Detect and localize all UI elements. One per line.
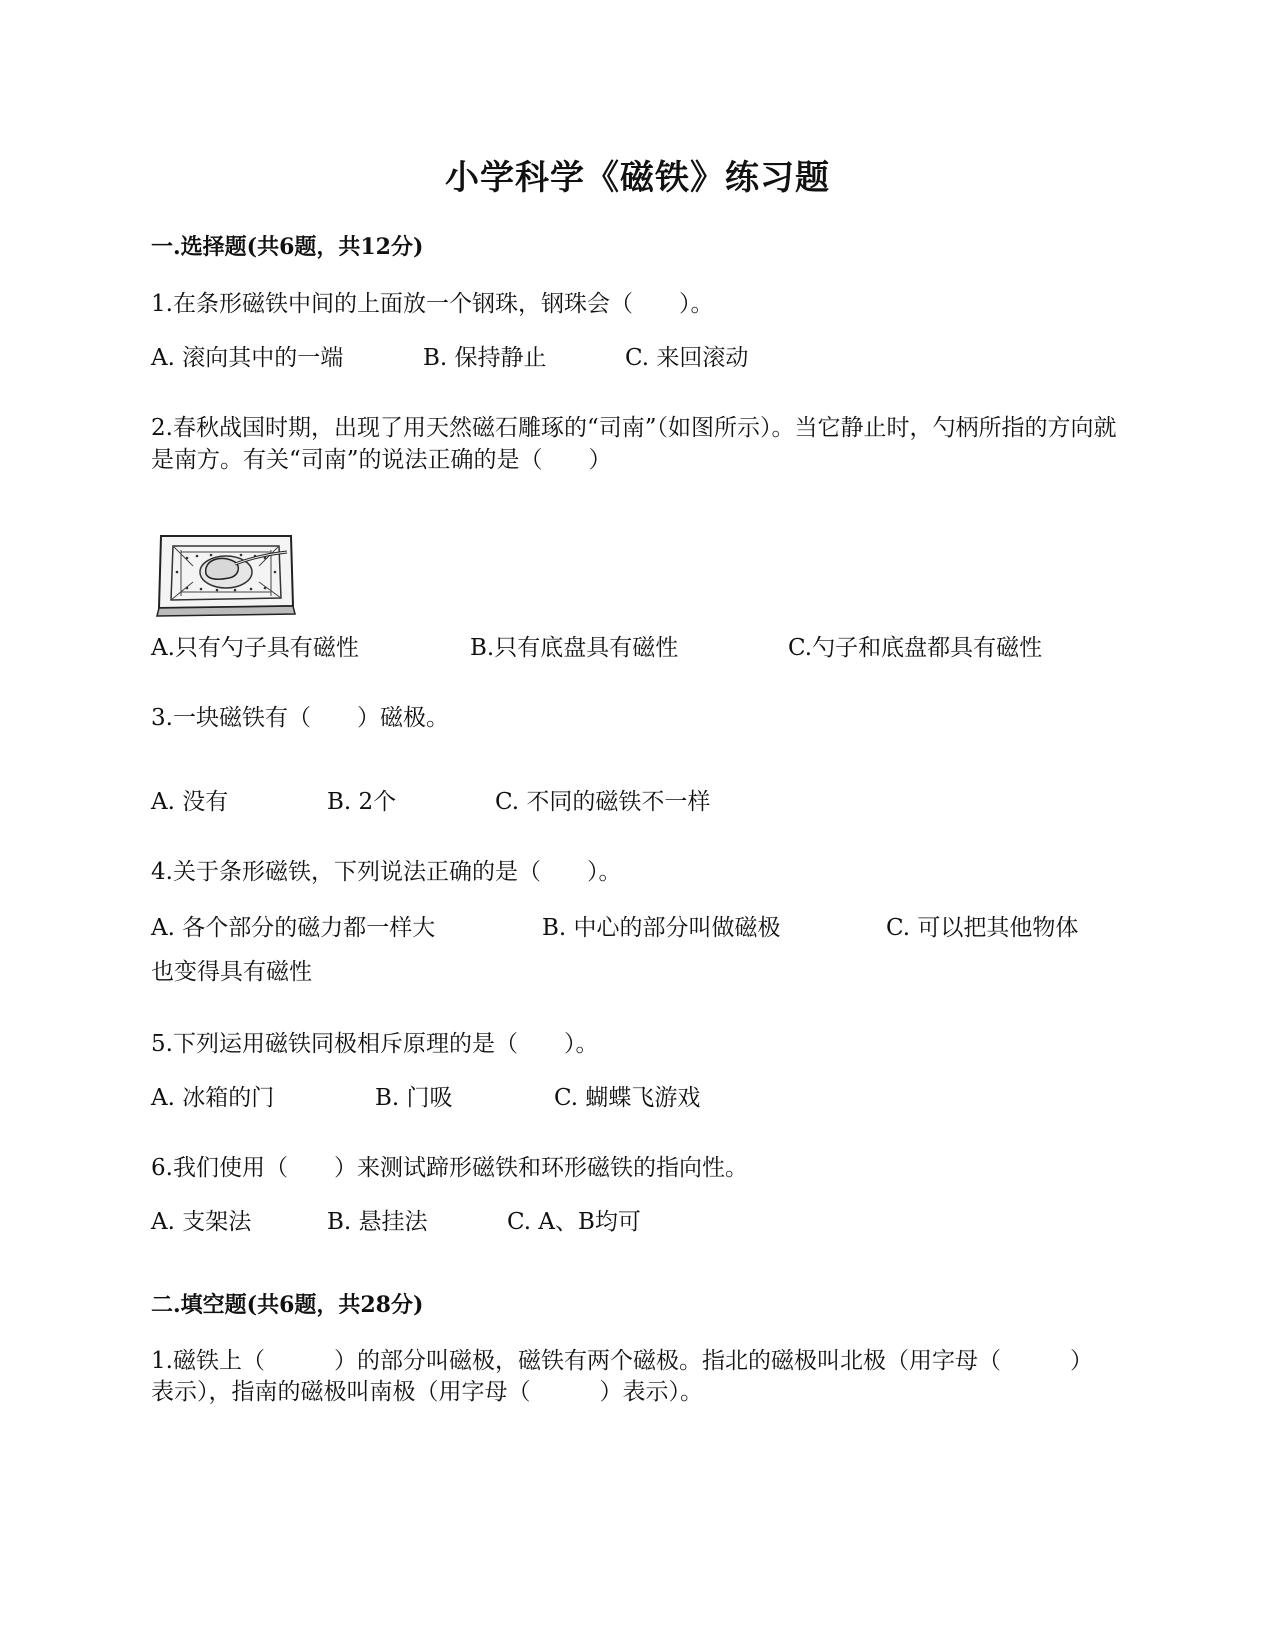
- option-a: A. 支架法: [151, 1209, 252, 1235]
- option-a: A.只有勺子具有磁性: [151, 635, 359, 661]
- question-4: 4.关于条形磁铁，下列说法正确的是（ ）。: [151, 859, 622, 885]
- sinan-compass-image: [151, 528, 301, 618]
- question-1: 1.在条形磁铁中间的上面放一个钢珠，钢珠会（ ）。: [151, 291, 714, 317]
- option-c: C. 可以把其他物体: [886, 915, 1079, 941]
- option-b: B. 悬挂法: [327, 1209, 428, 1235]
- option-a: A. 滚向其中的一端: [151, 345, 344, 371]
- option-b: B. 门吸: [375, 1085, 453, 1111]
- option-c: C. 来回滚动: [625, 345, 749, 371]
- question-4-option-c-continuation: 也变得具有磁性: [151, 959, 312, 985]
- question-6: 6.我们使用（ ）来测试蹄形磁铁和环形磁铁的指向性。: [151, 1155, 748, 1181]
- page-title: 小学科学《磁铁》练习题: [445, 158, 830, 198]
- option-a: A. 没有: [151, 789, 229, 815]
- option-b: B. 保持静止: [423, 345, 547, 371]
- option-b: B. 中心的部分叫做磁极: [542, 915, 781, 941]
- option-c: C.勺子和底盘都具有磁性: [788, 635, 1043, 661]
- question-5: 5.下列运用磁铁同极相斥原理的是（ ）。: [151, 1031, 599, 1057]
- question-2: 2.春秋战国时期，出现了用天然磁石雕琢的“司南”（如图所示）。当它静止时，勺柄所指的方向就是南方。有关“司南”的说法正确的是（ ）: [151, 415, 1117, 473]
- option-c: C. 蝴蝶飞游戏: [554, 1085, 701, 1111]
- section-heading-fill-blank: 二.填空题(共6题，共28分): [151, 1292, 424, 1318]
- option-c: C. A、B均可: [507, 1209, 641, 1235]
- option-a: A. 各个部分的磁力都一样大: [151, 915, 436, 941]
- question-3: 3.一块磁铁有（ ）磁极。: [151, 705, 449, 731]
- option-b: B. 2个: [327, 789, 397, 815]
- option-a: A. 冰箱的门: [151, 1085, 275, 1111]
- option-b: B.只有底盘具有磁性: [470, 635, 679, 661]
- fill-question-1: 1.磁铁上（ ）的部分叫磁极，磁铁有两个磁极。指北的磁极叫北极（用字母（ ）表示），指南的磁极叫南极（用字母（ ）表示）。: [151, 1348, 1082, 1405]
- section-heading-choice: 一.选择题(共6题，共12分): [151, 234, 424, 260]
- option-c: C. 不同的磁铁不一样: [495, 789, 711, 815]
